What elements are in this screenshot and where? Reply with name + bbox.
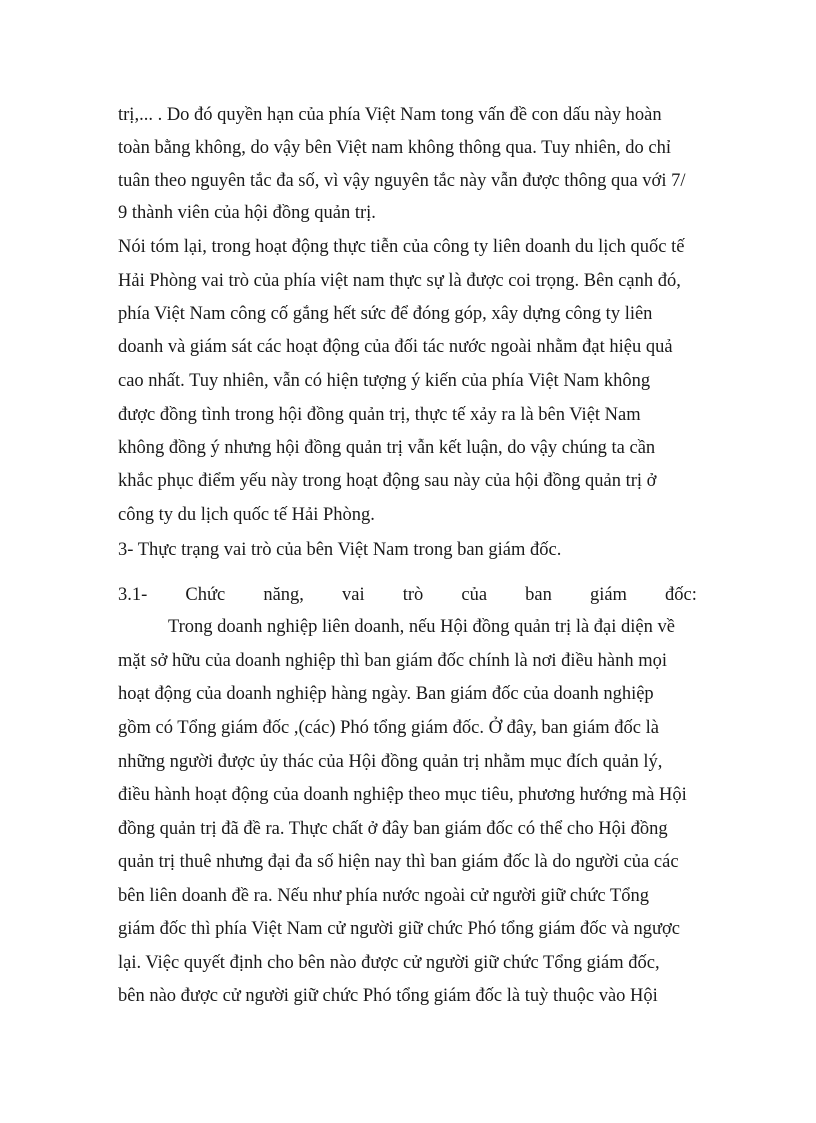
text-line: lại. Việc quyết định cho bên nào được cử người giữ chức Tổng giám đốc, [118, 953, 660, 973]
section-heading-3-1 [118, 584, 697, 606]
heading-word: 3.1- [118, 585, 148, 605]
text-line: gồm có Tổng giám đốc ,(các) Phó tổng giám đốc. Ở đây, ban giám đốc là [118, 718, 659, 738]
text-line: tuân theo nguyên tắc đa số, vì vậy nguyên tắc này vẫn được thông qua với 7/ [118, 171, 686, 191]
text-line: bên liên doanh đề ra. Nếu như phía nước ngoài cử người giữ chức Tổng [118, 886, 649, 906]
text-line: công ty du lịch quốc tế Hải Phòng. [118, 505, 375, 525]
heading-word: của [461, 585, 488, 605]
text-line: giám đốc thì phía Việt Nam cử người giữ chức Phó tổng giám đốc và ngược [118, 919, 680, 939]
text-line: Hải Phòng vai trò của phía việt nam thực sự là được coi trọng. Bên cạnh đó, [118, 271, 681, 291]
text-line: điều hành hoạt động của doanh nghiệp theo mục tiêu, phương hướng mà Hội [118, 785, 687, 805]
text-line: trị,... . Do đó quyền hạn của phía Việt Nam tong vấn đề con dấu này hoàn [118, 105, 662, 125]
heading-word: năng, [263, 585, 304, 605]
text-line: toàn bằng không, do vậy bên Việt nam không thông qua. Tuy nhiên, do chỉ [118, 138, 671, 158]
heading-word: Chức [185, 585, 226, 605]
heading-word: đốc: [665, 585, 697, 605]
text-line: phía Việt Nam công cố gắng hết sức để đóng góp, xây dựng công ty liên [118, 304, 653, 324]
text-line: 3- Thực trạng vai trò của bên Việt Nam trong ban giám đốc. [118, 540, 562, 560]
text-line: quản trị thuê nhưng đại đa số hiện nay thì ban giám đốc là do người của các [118, 852, 679, 872]
text-line: Nói tóm lại, trong hoạt động thực tiễn của công ty liên doanh du lịch quốc tế [118, 237, 685, 257]
text-line: những người được ủy thác của Hội đồng quản trị nhằm mục đích quản lý, [118, 752, 663, 772]
heading-word: vai [342, 585, 365, 605]
heading-word: ban [525, 585, 552, 605]
text-line: bên nào được cử người giữ chức Phó tổng giám đốc là tuỳ thuộc vào Hội [118, 986, 658, 1006]
text-line: được đồng tình trong hội đồng quản trị, thực tế xảy ra là bên Việt Nam [118, 405, 641, 425]
heading-word: giám [589, 585, 627, 605]
text-line: doanh và giám sát các hoạt động của đối tác nước ngoài nhằm đạt hiệu quả [118, 337, 673, 357]
text-line: không đồng ý nhưng hội đồng quản trị vẫn kết luận, do vậy chúng ta cần [118, 438, 656, 458]
text-line: khắc phục điểm yếu này trong hoạt động sau này của hội đồng quản trị ở [118, 471, 657, 491]
text-line: cao nhất. Tuy nhiên, vẫn có hiện tượng ý kiến của phía Việt Nam không [118, 371, 651, 391]
text-line: 9 thành viên của hội đồng quản trị. [118, 203, 376, 223]
text-line: hoạt động của doanh nghiệp hàng ngày. Ban giám đốc của doanh nghiệp [118, 684, 654, 704]
text-line: mặt sở hữu của doanh nghiệp thì ban giám đốc chính là nơi điều hành mọi [118, 651, 668, 671]
heading-word: trò [402, 585, 424, 605]
text-line: đồng quản trị đã đề ra. Thực chất ở đây ban giám đốc có thể cho Hội đồng [118, 819, 668, 839]
text-line: Trong doanh nghiệp liên doanh, nếu Hội đồng quản trị là đại diện về [168, 617, 675, 637]
